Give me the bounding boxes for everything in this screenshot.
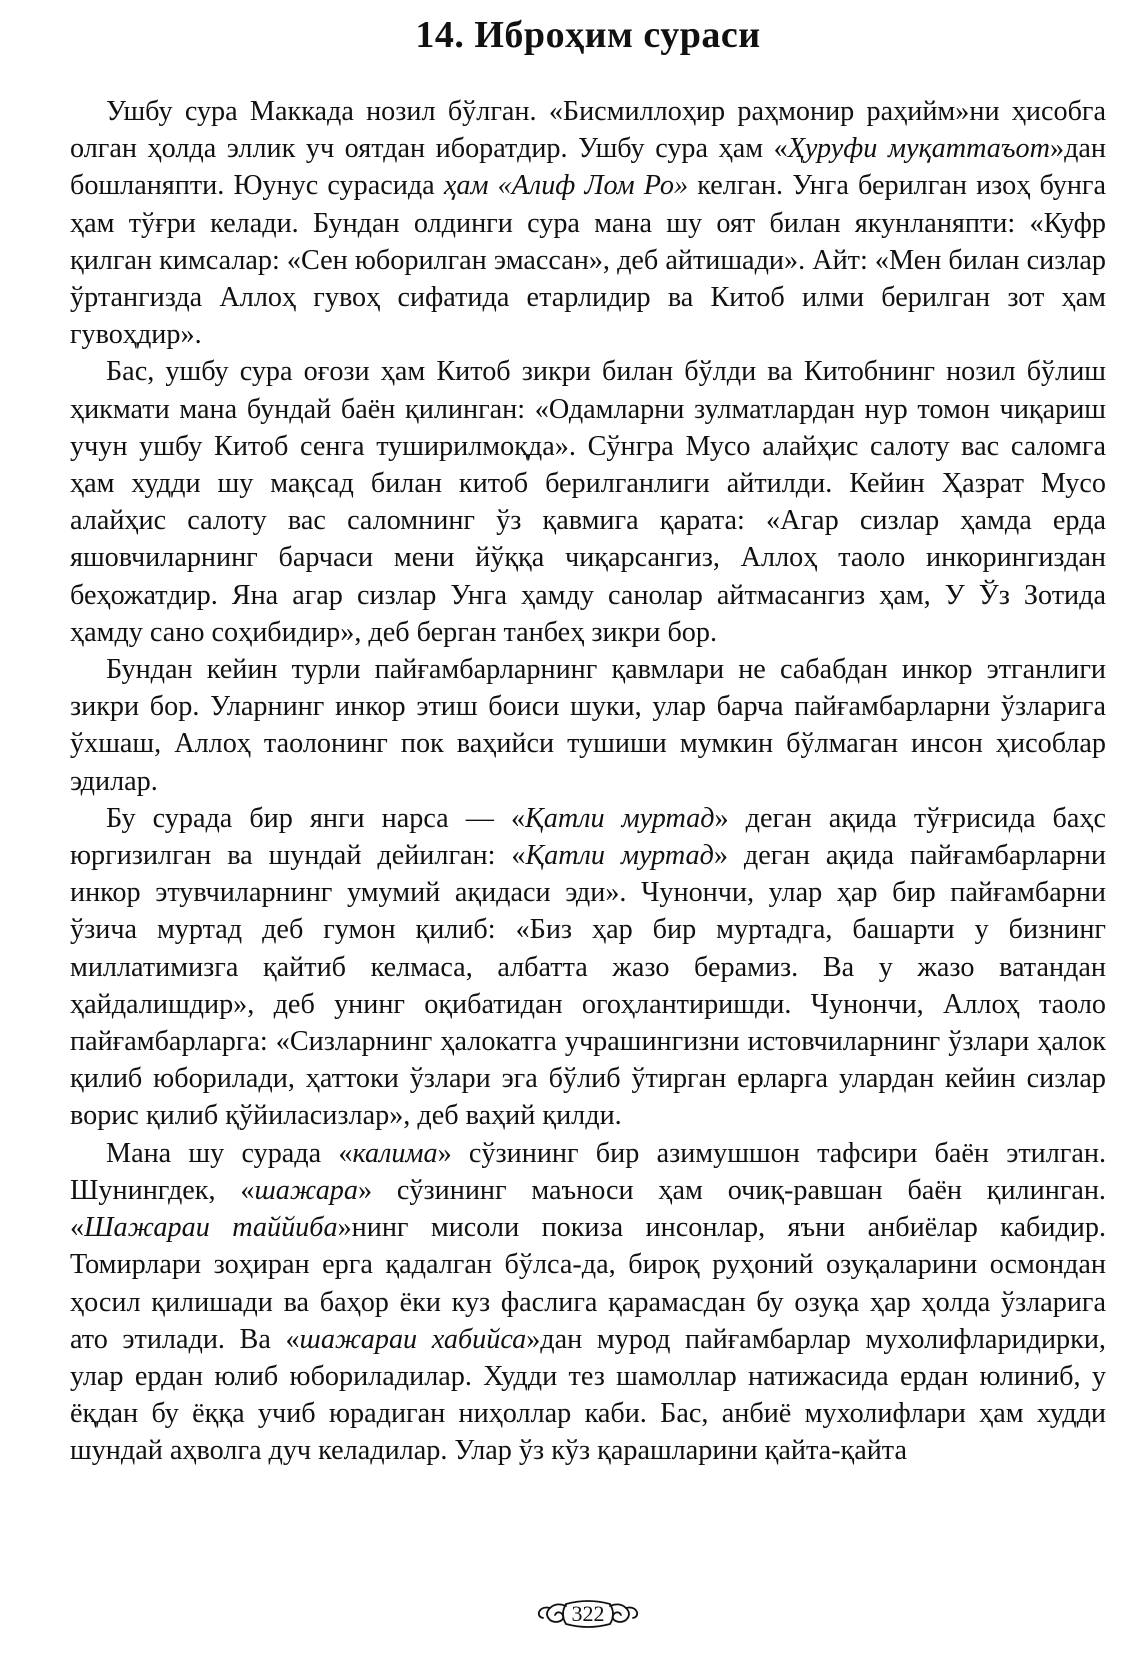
text-run: » сўзининг бир азимушшон тафсири баён этилган. Шунингдек, « <box>70 1137 1106 1206</box>
paragraph-3 <box>70 651 1106 800</box>
text-run: » деган ақида тўғрисида баҳс юргизилган ва шундай дейилган: « <box>70 802 1106 872</box>
body-text <box>70 93 1106 1470</box>
scroll-ornament-icon <box>536 1596 640 1632</box>
italic-term: шажараи хабийса <box>299 1323 527 1355</box>
paragraph-4 <box>70 800 1106 1135</box>
paragraph-5 <box>70 1135 1106 1470</box>
text-run: Бундан кейин турли пайғамбарларнинг қавмлари не сабабдан инкор этганлиги зикри бор. Уларнинг инкор этиш боиси шуки, улар барча пайғамбарларни ўзларига ўхшаш, Аллоҳ таолонинг пок ваҳийси тушиши мумкин бўлмаган инсон ҳисоблар эдилар. <box>70 654 1106 797</box>
text-run: келган. Унга берилган изоҳ бунга ҳам тўғри келади. Бундан олдинги сура мана шу оят билан якунланяпти: «Куфр қилган кимсалар: «Сен юборилган эмассан», деб айтишади». Айт: «Мен билан сизлар ўртангизда Аллоҳ гувоҳ сифатида етарлидир ва Китоб илми берилган зот ҳам гувоҳдир». <box>70 170 1106 351</box>
italic-term: шажара <box>254 1174 358 1206</box>
page-number: 322 <box>571 1601 605 1626</box>
document-page <box>70 0 1106 1665</box>
text-run: » деган ақида пайғамбарларни инкор этувчиларнинг умумий ақидаси эди». Чунончи, улар ҳар бир пайғамбарни ўзича муртад деб гумон қилиб: «Биз ҳар бир муртадга, башарти у бизнинг миллатимизга қайтиб келмаса, албатта жазо берамиз. Ва у жазо ватандан ҳайдалишдир», деб унинг оқибатидан огоҳлантиришди. Чунончи, Аллоҳ таоло пайғамбарларга: «Сизларнинг ҳалокатга учрашингизни истовчиларнинг ўзлари ҳалок қилиб юборилади, ҳаттоки ўзлари эга бўлиб ўтирган ерларга улардан кейин сизлар ворис қилиб қўйиласизлар», деб ваҳий қилди. <box>70 840 1106 1132</box>
italic-term: Қатли муртад <box>525 802 715 834</box>
text-run: Ушбу сура Маккада нозил бўлган. «Бисмиллоҳир раҳмонир раҳийм»ни ҳисобга олган ҳолда эллик уч оятдан иборатдир. Ушбу сура ҳам « <box>70 96 1106 165</box>
text-run: Мана шу сурада « <box>106 1137 353 1169</box>
paragraph-2 <box>70 353 1106 651</box>
text-run: »нинг мисоли покиза инсонлар, яъни анбиёлар кабидир. Томирлари зоҳиран ерга қадалган бўлса-да, бироқ руҳоний озуқаларини осмондан ҳосил қилишади ва баҳор ёки куз фаслига қарамасдан бу озуқа ҳар ҳолда ўзларига ато этилади. Ва « <box>70 1212 1107 1355</box>
italic-term: Қатли муртад <box>525 840 714 872</box>
text-run: Бас, ушбу сура оғози ҳам Китоб зикри билан бўлди ва Китобнинг нозил бўлиш ҳикмати мана бундай баён қилинган: «Одамларни зулматлардан нур томон чиқариш учун ушбу Китоб сенга туширилмоқда». Сўнгра Мусо алайҳис салоту вас саломга ҳам худди шу мақсад билан китоб берилганлиги айтилди. Кейин Ҳазрат Мусо алайҳис салоту вас саломнинг ўз қавмига қарата: «Агар сизлар ҳамда ерда яшовчиларнинг барчаси мени йўққа чиқарсангиз, Аллоҳ таоло инкорингиздан беҳожатдир. Яна агар сизлар Унга ҳамду санолар айтмасангиз ҳам, У Ўз Зотида ҳамду сано соҳибидир», деб берган танбеҳ зикри бор. <box>70 356 1106 648</box>
text-run: »дан бошланяпти. Юунус сурасида <box>70 133 1106 202</box>
text-run: »дан мурод пайғамбарлар мухолифларидирки, улар ердан юлиб юбориладилар. Худди тез шамоллар натижасида ердан юлиниб, у ёқдан бу ёққа учиб юрадиган ниҳоллар каби. Бас, анбиё мухолифлари ҳам худди шундай аҳволга дуч келадилар. Улар ўз кўз қарашларини қайта-қайта <box>70 1323 1106 1467</box>
italic-term: ҳам «Алиф Лом Ро» <box>443 170 689 202</box>
page-title: 14. Иброҳим сураси <box>415 14 761 56</box>
italic-term: Ҳуруфи муқаттаъот <box>787 133 1050 165</box>
italic-term: калима <box>352 1137 438 1169</box>
page-footer <box>70 1594 1106 1634</box>
text-run: Бу сурада бир янги нарса — « <box>106 802 526 834</box>
paragraph-1 <box>70 93 1106 353</box>
italic-term: Шажараи таййиба <box>84 1212 338 1244</box>
text-run: » сўзининг маъноси ҳам очиқ-равшан баён қилинган. « <box>70 1174 1106 1244</box>
